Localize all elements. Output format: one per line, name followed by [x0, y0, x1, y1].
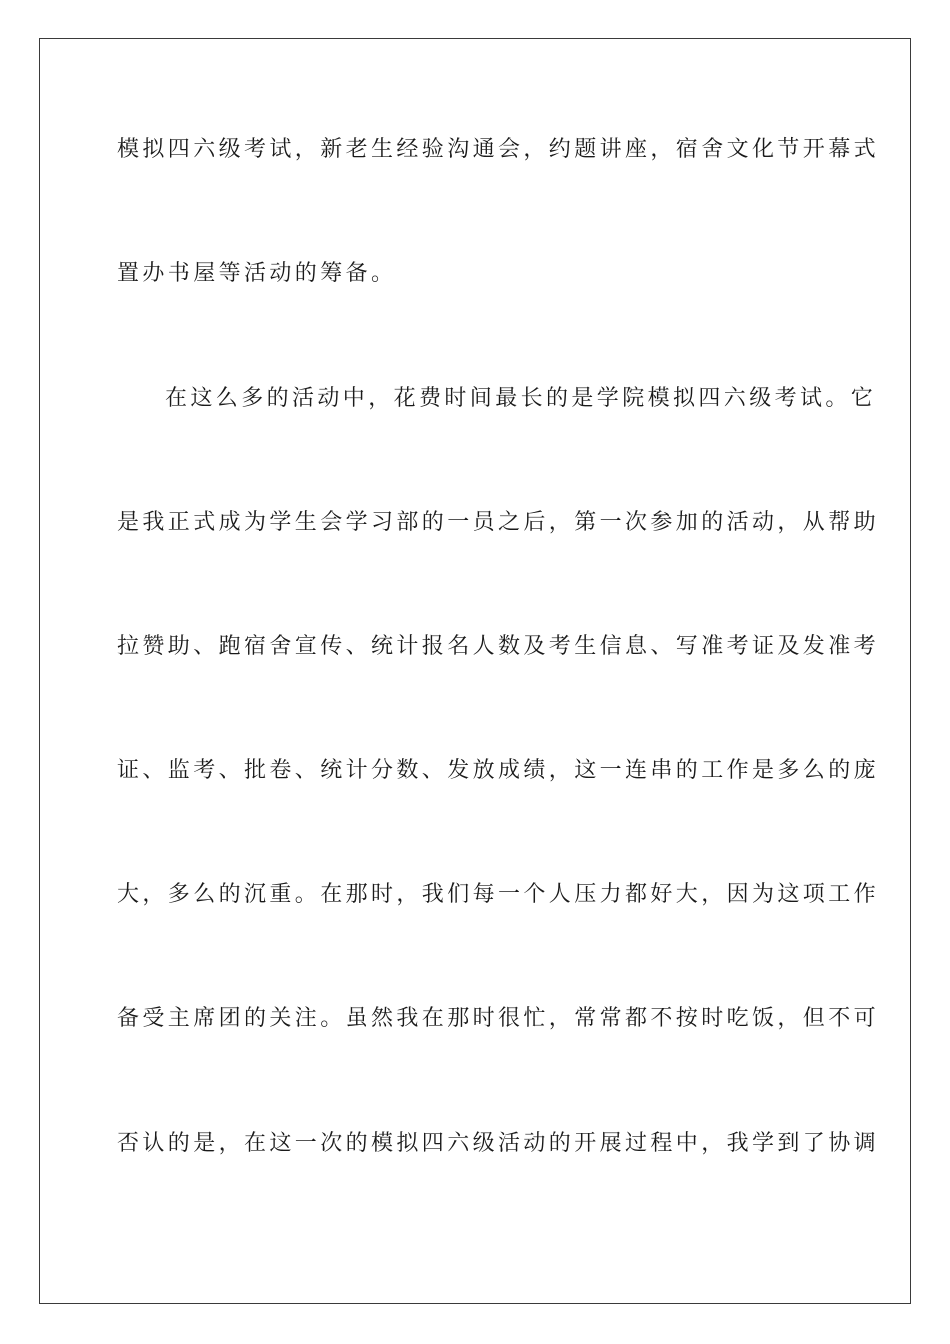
page-border — [39, 38, 911, 1304]
paragraph-line: 在这么多的活动中，花费时间最长的是学院模拟四六级考试。它 — [165, 386, 877, 411]
paragraph-line: 是我正式成为学生会学习部的一员之后，第一次参加的活动，从帮助 — [117, 510, 880, 535]
paragraph-line: 否认的是，在这一次的模拟四六级活动的开展过程中，我学到了协调 — [117, 1131, 880, 1156]
paragraph-line: 置办书屋等活动的筹备。 — [117, 261, 397, 286]
paragraph-line: 模拟四六级考试，新老生经验沟通会，约题讲座，宿舍文化节开幕式 — [117, 137, 880, 162]
paragraph-line: 大，多么的沉重。在那时，我们每一个人压力都好大，因为这项工作 — [117, 882, 880, 907]
paragraph-line: 证、监考、批卷、统计分数、发放成绩，这一连串的工作是多么的庞 — [117, 758, 880, 783]
paragraph-line: 拉赞助、跑宿舍宣传、统计报名人数及考生信息、写准考证及发准考 — [117, 634, 880, 659]
paragraph-line: 备受主席团的关注。虽然我在那时很忙，常常都不按时吃饭，但不可 — [117, 1006, 880, 1031]
